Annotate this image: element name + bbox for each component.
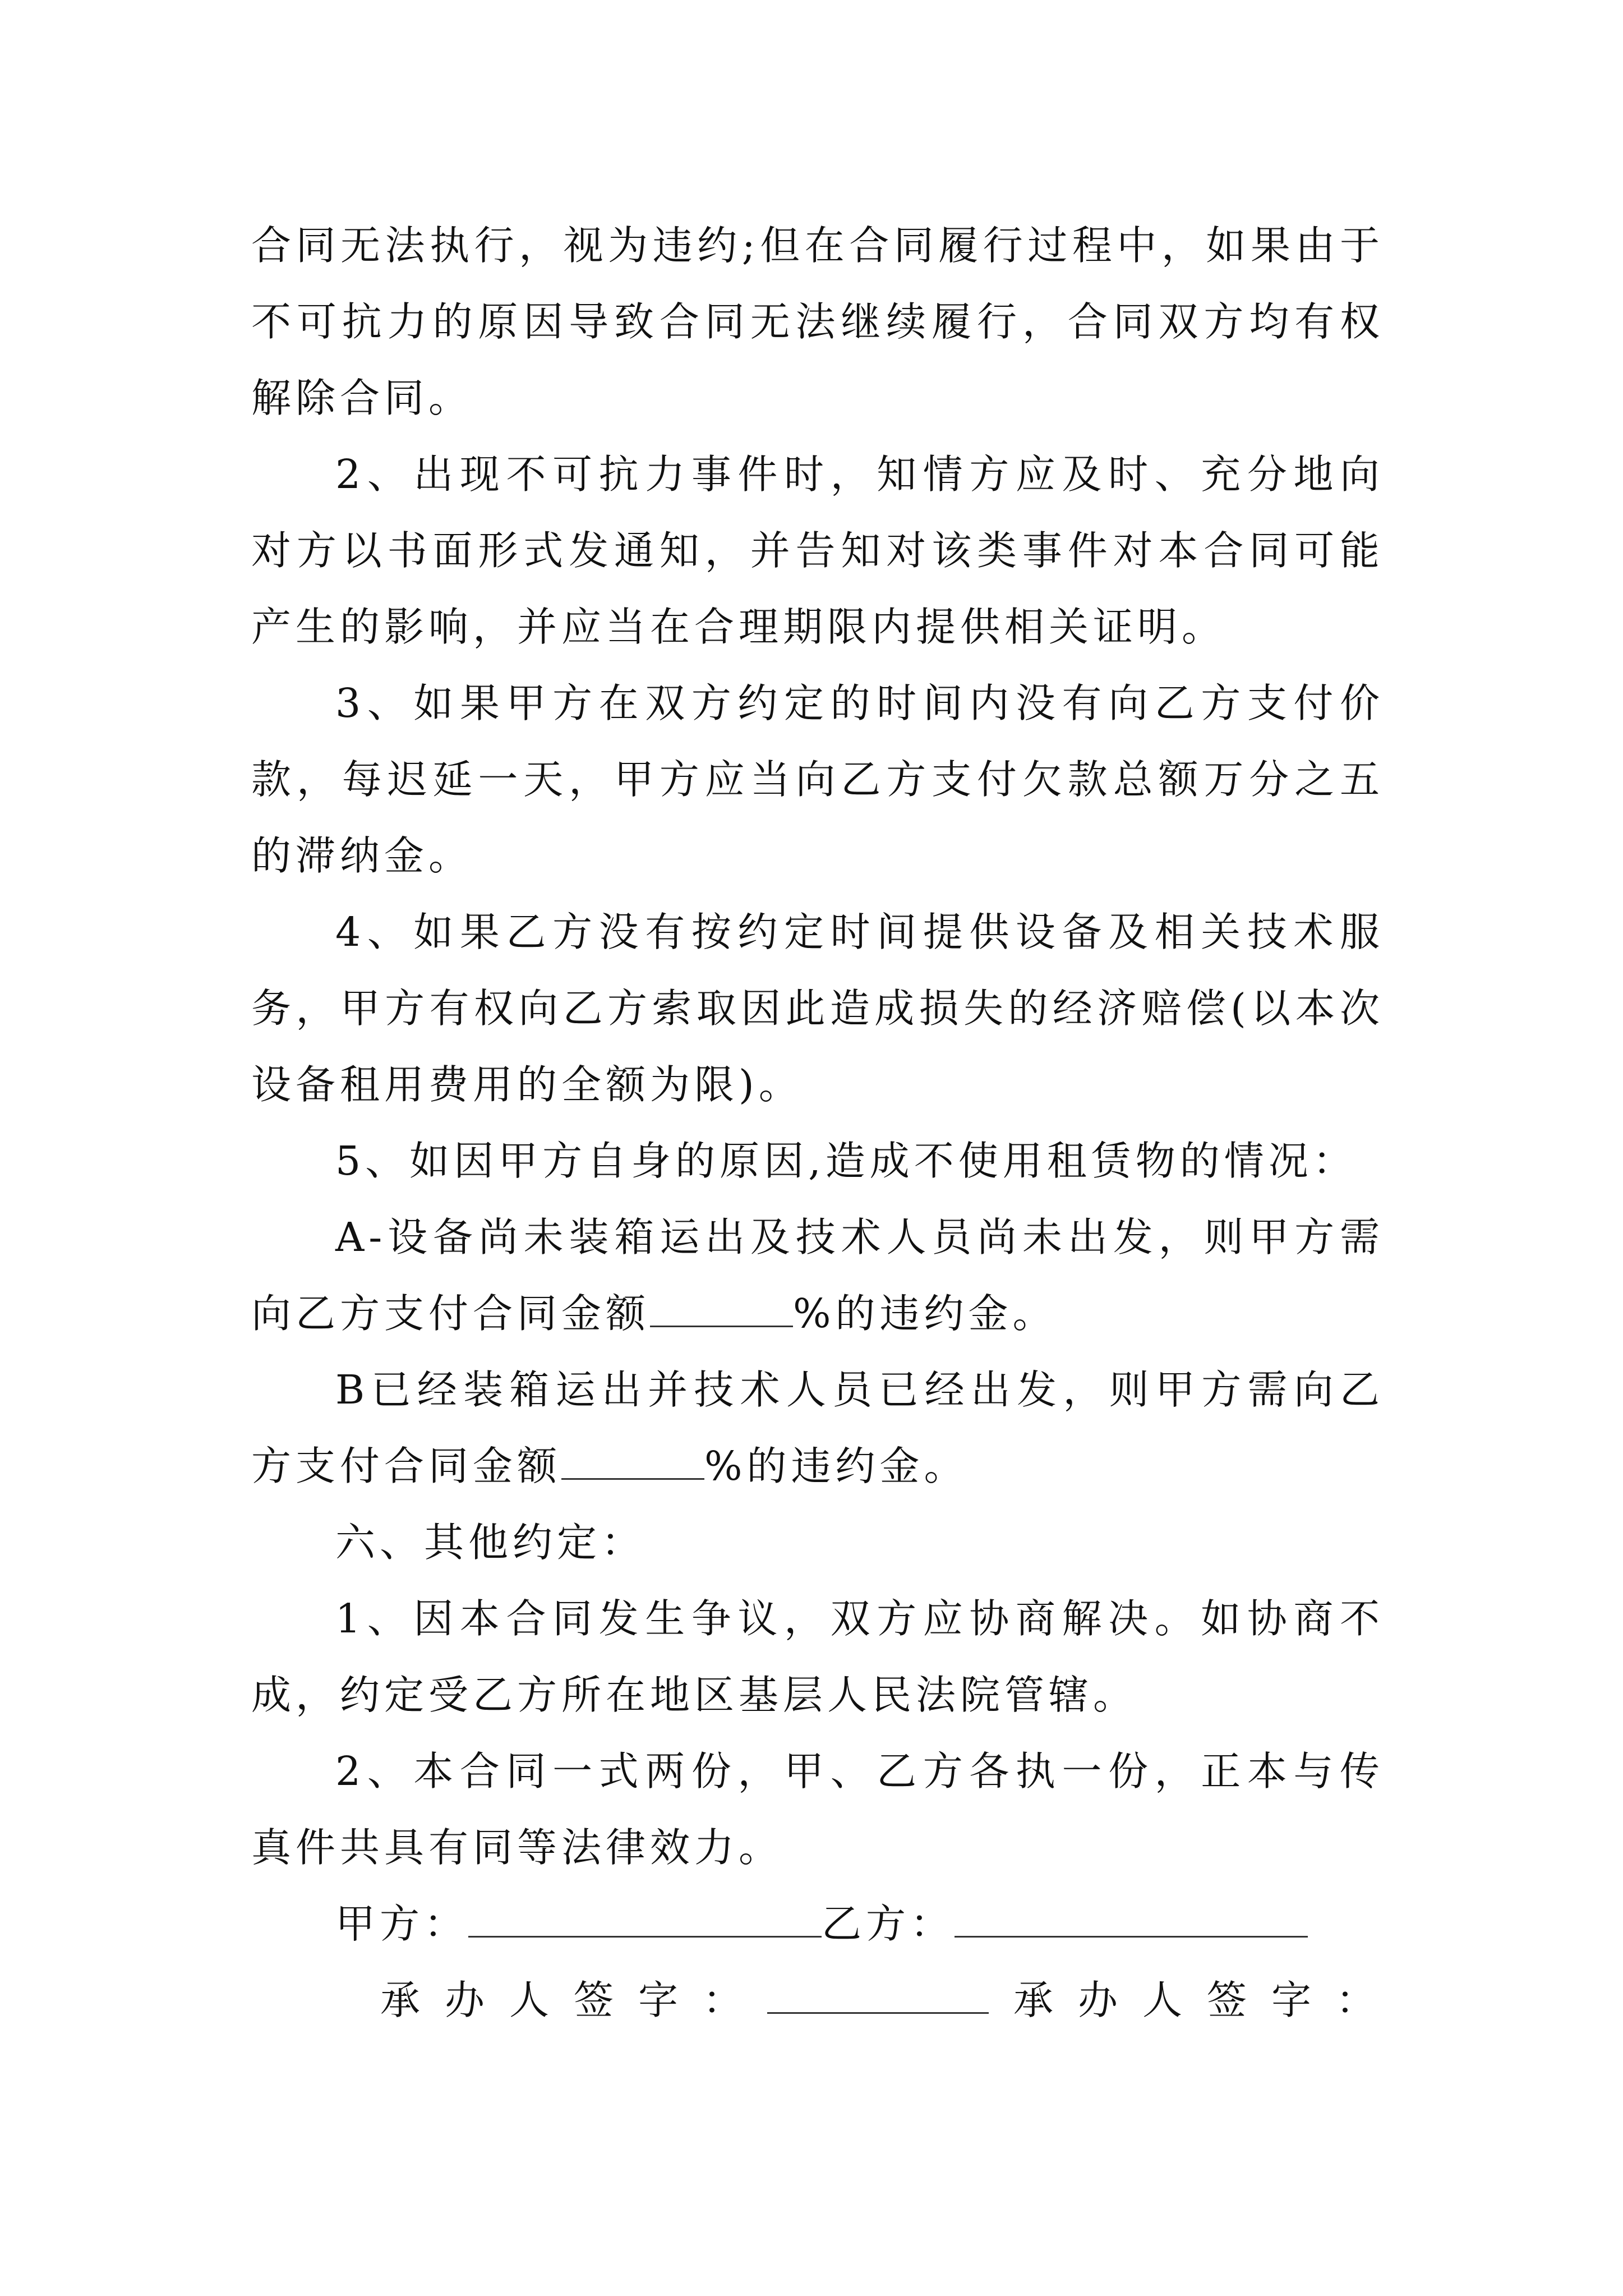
party-signature-line [251,1886,1384,1962]
clause-b-suffix: %的违约金。 [704,1443,969,1489]
party-a-blank [468,1902,822,1938]
clause-a-text: A-设备尚未装箱运出及技术人员尚未出发，则甲方需向乙方支付合同金额 [251,1214,1384,1337]
paragraph-clause-b [251,1352,1384,1504]
party-b-label: 乙方： [822,1901,955,1947]
clause-b-blank [561,1444,704,1480]
paragraph-clause-4: 4、如果乙方没有按约定时间提供设备及相关技术服务，甲方有权向乙方索取因此造成损失的经济赔偿(以本次设备租用费用的全额为限)。 [251,909,1384,1108]
contract-body [251,208,1401,2039]
section-6-item-2: 2、本合同一式两份，甲、乙方各执一份，正本与传真件共具有同等法律效力。 [251,1748,1384,1871]
paragraph-continuation: 合同无法执行，视为违约;但在合同履行过程中，如果由于不可抗力的原因导致合同无法继续履行，合同双方均有权解除合同。 [251,222,1384,421]
handler-signature-line [251,1962,1401,2039]
party-a-label: 甲方： [335,1901,469,1947]
clause-b-text: B已经装箱运出并技术人员已经出发，则甲方需向乙方支付合同金额 [251,1366,1384,1489]
handler-b-label: 承办人签字： [1013,1977,1401,2023]
clause-a-blank [650,1292,793,1327]
paragraph-clause-5: 5、如因甲方自身的原因,造成不使用租赁物的情况： [335,1138,1357,1184]
paragraph-clause-2: 2、出现不可抗力事件时，知情方应及时、充分地向对方以书面形式发通知，并告知对该类事件对本合同可能产生的影响，并应当在合理期限内提供相关证明。 [251,451,1384,650]
section-6-item-1: 1、因本合同发生争议，双方应协商解决。如协商不成，约定受乙方所在地区基层人民法院管辖。 [251,1595,1384,1718]
handler-a-blank [767,1978,989,2014]
clause-a-suffix: %的违约金。 [793,1290,1057,1337]
party-b-blank [955,1902,1308,1938]
paragraph-clause-a [251,1199,1384,1352]
handler-a-label: 承办人签字： [380,1977,768,2023]
paragraph-clause-3: 3、如果甲方在双方约定的时间内没有向乙方支付价款，每迟延一天，甲方应当向乙方支付欠款总额万分之五的滞纳金。 [251,680,1384,879]
section-6-heading: 六、其他约定： [335,1519,646,1566]
